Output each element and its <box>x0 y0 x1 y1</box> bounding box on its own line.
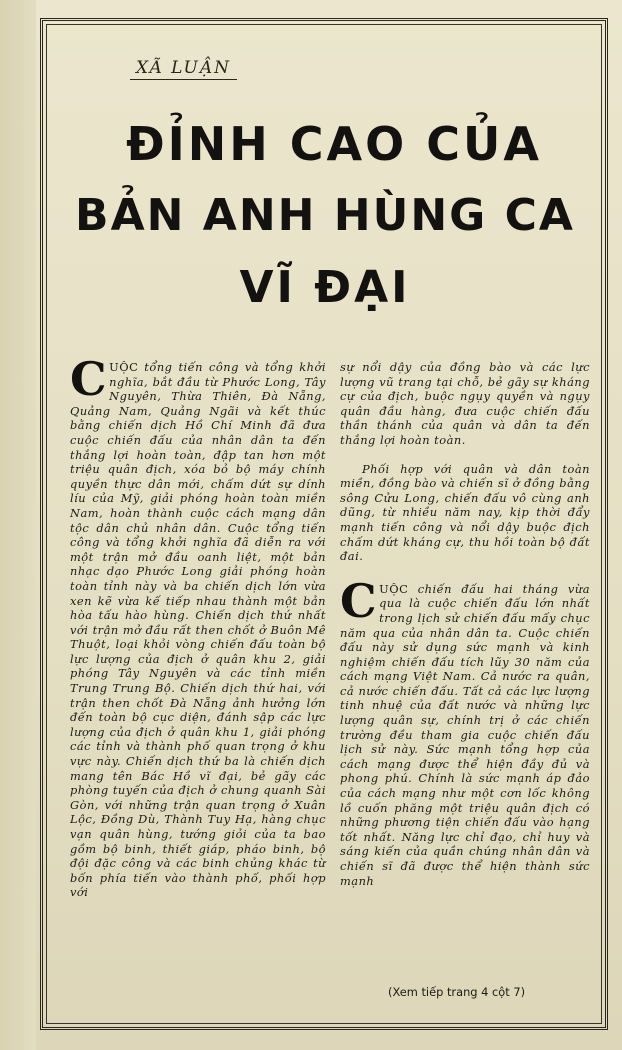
paragraph-1 <box>70 352 326 900</box>
page-edge-shadow <box>0 0 36 1050</box>
paragraph-text: chiến đấu hai tháng vừa qua là cuộc chiến đấu lớn nhất trong lịch sử chiến đấu mấy chục năm qua của nhân dân ta. Cuộc chiến đấu này sử dụng sức mạnh và kinh nghiệm chiến đấu tích lũy 30 năm của cách mạng Việt Nam. Cả nước ra quân, cả nước chiến đấu. Tất cả các lực lượng tinh nhuệ của đất nước và những lực lượng quân sự, chính trị ở các chiến trường đều tham gia cuộc chiến đấu lịch sử này. Sức mạnh tổng hợp của cách mạng được thể hiện đầy đủ và phong phú. Chính là sức mạnh áp đảo của cách mạng như một cơn lốc không lồ cuốn phăng một triệu quân địch có những phương tiện chiến đấu vào hạng tốt nhất. Năng lực chỉ đạo, chỉ huy và sáng kiến của quần chúng nhân dân và chiến sĩ đã được thể hiện thành sức mạnh <box>340 581 590 888</box>
lead-word: UỘC <box>109 360 139 374</box>
lead-word: UỘC <box>379 581 409 596</box>
paragraph-text: tổng tiến công và tổng khởi nghĩa, bắt đầu từ Phước Long, Tây Nguyên, Thừa Thiên, Đà Nẵng, Quảng Nam, Quảng Ngãi và kết thúc bằng chiến dịch Hồ Chí Minh đã đưa cuộc chiến đấu của nhân dân ta đến thắng lợi hoàn toàn, đập tan hơn một triệu quân địch, xóa bỏ bộ máy chính quyền thực dân mới, chấm dứt sự dính líu của Mỹ, giải phóng hoàn toàn miền Nam, hoàn thành cuộc cách mạng dân tộc dân chủ nhân dân. Cuộc tổng tiến công và tổng khởi nghĩa đã diễn ra với một trận mở đầu oanh liệt, một bản nhạc dạo Phước Long giải phóng hoàn toàn tỉnh này và ba chiến dịch lớn vừa xen kẽ vừa kế tiếp nhau thành một bản hòa tấu hào hùng. Chiến dịch thứ nhất với trận mở đầu rất then chốt ở Buôn Mê Thuột, loại khỏi vòng chiến đấu toàn bộ lực lượng của địch ở quân khu 2, giải phóng Tây Nguyên và các tỉnh miền Trung Trung Bộ. Chiến dịch thứ hai, với trận then chốt Đà Nẵng ảnh hưởng lớn đến toàn bộ cục diện, đánh sập các lực lượng của địch ở quân khu 1, giải phóng các tỉnh và thành phố quan trọng ở khu vực này. Chiến dịch thứ ba là chiến dịch mang tên Bác Hồ vĩ đại, bẻ gãy các phòng tuyến của địch ở chung quanh Sài Gòn, với những trận quan trọng ở Xuân Lộc, Đồng Dù, Thành Tuy Hạ, hàng chục vạn quân hùng, tướng giỏi của ta bao gồm bộ binh, thiết giáp, pháo binh, bộ đội đặc công và các binh chủng khác từ bốn phía tiến vào thành phố, phối hợp với <box>70 360 326 900</box>
drop-cap: C <box>340 573 378 628</box>
headline <box>60 108 590 324</box>
drop-cap: C <box>70 352 108 406</box>
section-rubric: XÃ LUẬN <box>130 58 237 80</box>
headline-line-1: ĐỈNH CAO CỦA <box>126 117 542 171</box>
paragraph-3 <box>340 573 590 888</box>
headline-line-2: BẢN ANH HÙNG CA <box>75 190 575 241</box>
article-column-right <box>340 360 590 888</box>
continued-note: (Xem tiếp trang 4 cột 7) <box>388 985 526 999</box>
paragraph-2: Phối hợp với quân và dân toàn miền, đồng bào và chiến sĩ ở đồng bằng sông Cửu Long, chiến đấu vô cùng anh dũng, từ nhiều năm nay, kịp thời đẩy mạnh tiến công và nổi dậy buộc địch chấm dứt kháng cự, thu hồi toàn bộ đất đai. <box>340 461 590 564</box>
article-column-left <box>70 352 326 900</box>
headline-line-3: VĨ ĐẠI <box>239 262 411 313</box>
paragraph-continued: sự nổi dậy của đồng bào và các lực lượng vũ trang tại chỗ, bẻ gãy sự kháng cự của địch, buộc ngụy quyền và ngụy quân đầu hàng, đưa cuộc chiến đấu thần thánh của quân và dân ta đến thắng lợi hoàn toàn. <box>340 360 590 447</box>
